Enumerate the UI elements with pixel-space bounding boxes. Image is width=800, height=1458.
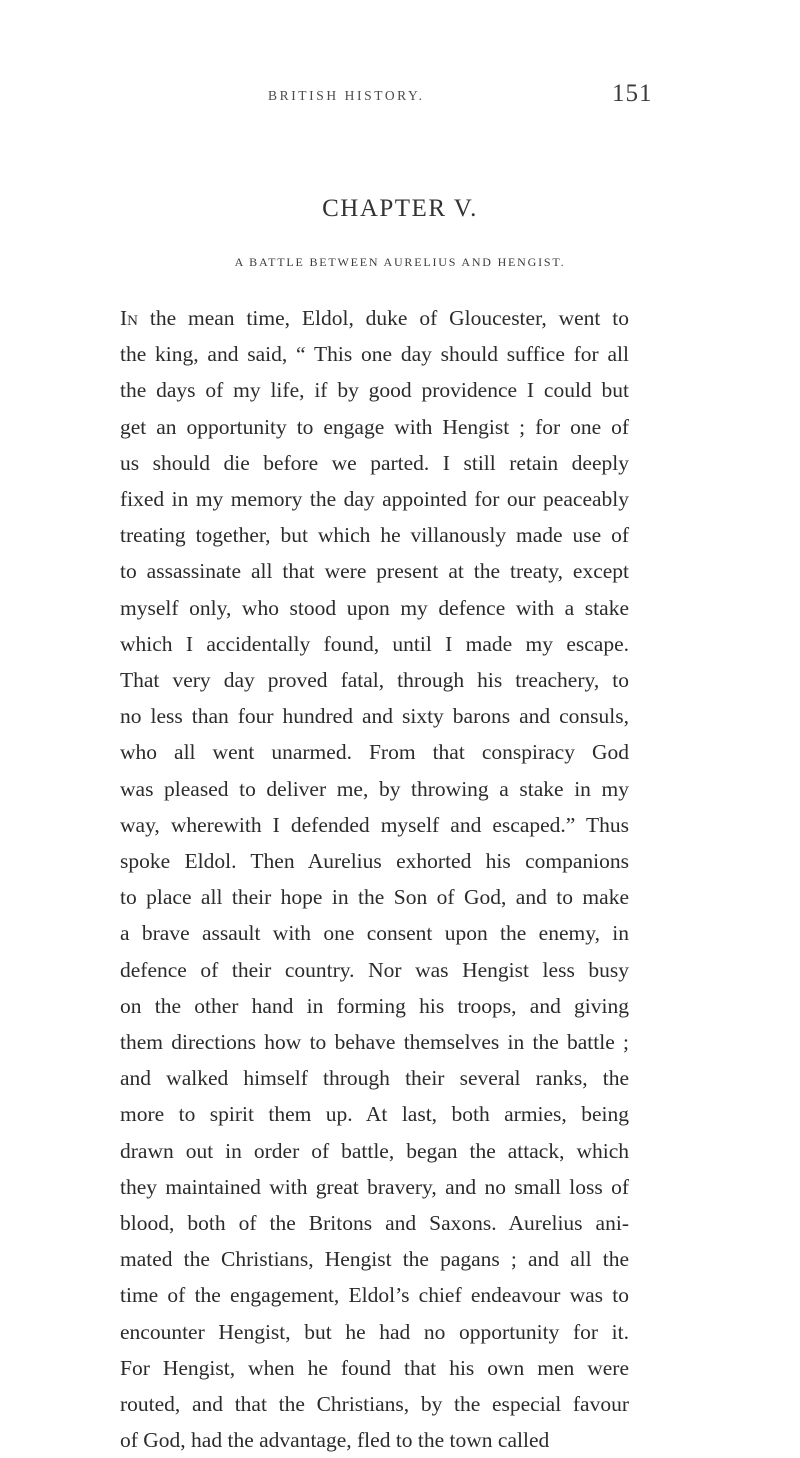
text-line: of God, had the advantage, fled to the town called	[120, 1428, 550, 1453]
text-line: In the mean time, Eldol, duke of Gloucester, went to	[120, 306, 629, 330]
text-line: treating together, but which he villanously made use of	[120, 523, 629, 548]
text-line: which I accidentally found, until I made my escape.	[120, 631, 629, 656]
text-line: fixed in my memory the day appointed for our peaceably	[120, 487, 629, 511]
text-line: defence of their country. Nor was Hengist less busy	[120, 957, 629, 982]
text-line: myself only, who stood upon my defence with a stake	[120, 595, 629, 620]
running-head: BRITISH HISTORY.	[268, 88, 425, 103]
text-line: they maintained with great bravery, and no small loss of	[120, 1174, 629, 1199]
text-line: That very day proved fatal, through his treachery, to	[120, 668, 629, 692]
text-line: the king, and said, “ This one day should suffice for all	[120, 342, 629, 367]
text-line: a brave assault with one consent upon the enemy, in	[120, 921, 629, 946]
text-line: on the other hand in forming his troops, and giving	[120, 993, 629, 1018]
text-line: no less than four hundred and sixty barons and consuls,	[120, 704, 629, 729]
text-line: who all went unarmed. From that conspiracy God	[120, 740, 629, 765]
text-line: the days of my life, if by good providence I could but	[120, 378, 629, 403]
text-line: get an opportunity to engage with Hengist ; for one of	[120, 414, 629, 439]
text-line: them directions how to behave themselves in the battle ;	[120, 1030, 629, 1054]
page-number: 151	[612, 80, 653, 107]
text-line: spoke Eldol. Then Aurelius exhorted his companions	[120, 849, 629, 873]
text-line: us should die before we parted. I still retain deeply	[120, 450, 629, 475]
text-line: encounter Hengist, but he had no opportunity for it.	[120, 1319, 629, 1344]
text-line: time of the engagement, Eldol’s chief endeavour was to	[120, 1283, 629, 1308]
text-line: was pleased to deliver me, by throwing a stake in my	[120, 776, 629, 801]
chapter-subtitle: A BATTLE BETWEEN AURELIUS AND HENGIST.	[234, 255, 566, 269]
text-line: mated the Christians, Hengist the pagans ; and all the	[120, 1247, 629, 1272]
text-line: to assassinate all that were present at the treaty, except	[120, 559, 629, 584]
text-line: and walked himself through their several ranks, the	[120, 1066, 629, 1091]
text-line: blood, both of the Britons and Saxons. Aurelius ani-	[120, 1211, 629, 1235]
text-line: routed, and that the Christians, by the especial favour	[120, 1392, 629, 1416]
text-line: to place all their hope in the Son of God, and to make	[120, 885, 629, 910]
text-line: drawn out in order of battle, began the attack, which	[120, 1138, 629, 1163]
text-line: more to spirit them up. At last, both armies, being	[120, 1102, 629, 1127]
chapter-title: CHAPTER V.	[322, 195, 478, 222]
text-line: way, wherewith I defended myself and escaped.” Thus	[120, 812, 629, 837]
text-line: For Hengist, when he found that his own men were	[120, 1355, 629, 1380]
